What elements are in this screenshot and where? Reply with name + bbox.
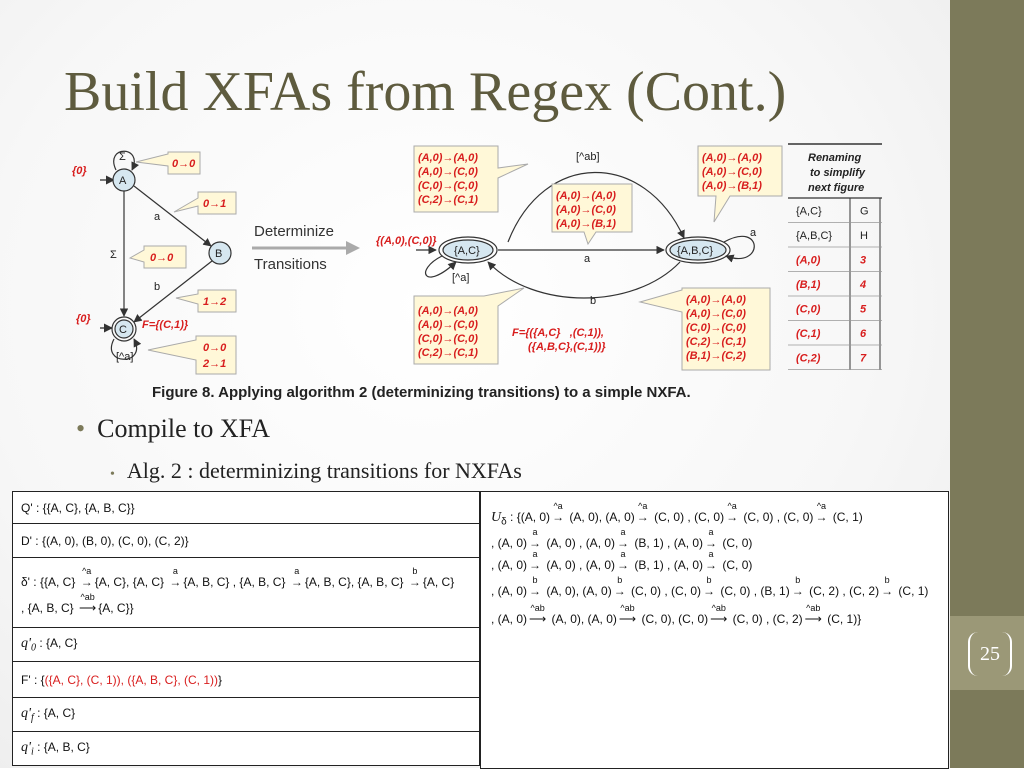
u-delta-line: , (A, 0) a → (A, 0) , (A, 0) a → (B, 1) , (A, 0) a → (C, 0) (491, 549, 753, 572)
determinize-arrow (252, 223, 360, 273)
bullet-dot-icon: • (110, 467, 115, 482)
slide-title: Build XFAs from Regex (Cont.) (64, 61, 787, 123)
svg-text:(C,2)→(C,1): (C,2)→(C,1) (418, 347, 478, 359)
svg-text:Determinize: Determinize (254, 223, 335, 240)
svg-text:1→2: 1→2 (203, 296, 227, 308)
def-f: F' : {({A, C}, (C, 1)), ({A, B, C}, (C, 1))} (13, 662, 480, 698)
rename-header-1: Renaming (808, 152, 862, 164)
left-nxfa (72, 151, 236, 374)
bullet-level2-text: Alg. 2 : determinizing transitions for NXFAs (126, 458, 522, 483)
state-a-label: A (119, 175, 127, 187)
annotation-box (176, 290, 236, 312)
svg-text:2→1: 2→1 (203, 358, 227, 370)
page-number: 25 (968, 632, 1012, 676)
edge-a: a (154, 211, 161, 223)
accept-left: F={(C,1)} (142, 319, 189, 331)
accept-right-1: F={({A,C} ,(C,1)), (512, 327, 604, 339)
rename-table (788, 144, 882, 370)
rename-to: 7 (860, 352, 867, 365)
loop-right-label: a (750, 227, 757, 239)
init-label-right: {(A,0),(C,0)} (376, 235, 437, 247)
svg-text:(C,2)→(C,1): (C,2)→(C,1) (418, 194, 478, 206)
annotation-box (414, 288, 524, 364)
svg-text:(C,0)→(C,0): (C,0)→(C,0) (686, 322, 746, 334)
annotation-box (136, 152, 200, 174)
state-ac-label: {A,C} (454, 245, 480, 257)
rename-from: (C,1) (796, 328, 821, 340)
rename-to: 6 (860, 328, 867, 340)
edge-b: b (154, 281, 161, 293)
svg-text:(A,0)→(C,0): (A,0)→(C,0) (418, 319, 478, 331)
svg-text:(C,0)→(C,0): (C,0)→(C,0) (418, 333, 478, 345)
svg-text:(A,0)→(A,0): (A,0)→(A,0) (556, 190, 616, 202)
def-q: Q' : {{A, C}, {A, B, C}} (13, 492, 480, 524)
state-c-label: C (119, 324, 127, 336)
svg-text:(B,1)→(C,2): (B,1)→(C,2) (686, 350, 746, 362)
init-label-c: {0} (76, 313, 91, 325)
svg-text:(A,0)→(B,1): (A,0)→(B,1) (556, 218, 616, 230)
svg-text:(A,0)→(C,0): (A,0)→(C,0) (702, 166, 762, 178)
edge-mid-label: a (584, 253, 591, 265)
svg-text:Transitions: Transitions (254, 256, 327, 273)
u-delta-line: , (A, 0) ^ab ⟶ (A, 0), (A, 0) ^ab ⟶ (C, 0), (C, 0) ^ab ⟶ (C, 0) , (C, 2) ^ab ⟶ (C, 1)} (491, 603, 862, 626)
svg-text:(A,0)→(C,0): (A,0)→(C,0) (686, 308, 746, 320)
svg-text:(C,2)→(C,1): (C,2)→(C,1) (686, 336, 746, 348)
annotation-box (130, 246, 186, 268)
right-xfa (376, 146, 782, 370)
svg-text:(C,0)→(C,0): (C,0)→(C,0) (418, 180, 478, 192)
svg-text:(A,0)→(A,0): (A,0)→(A,0) (418, 152, 478, 164)
loop-left-label: [^a] (452, 272, 470, 284)
u-delta-line: $U_\delta$ : {(A, 0) ^a → (A, 0), (A, 0) ^a → (C, 0) , (C, 0) ^a → (C, 0) , (C, 0) ^a → (C, 1) (491, 501, 863, 528)
rename-to: 5 (860, 303, 867, 316)
rename-to: 3 (860, 254, 867, 267)
svg-text:0→0: 0→0 (203, 342, 227, 354)
bullet-level2 (110, 458, 522, 484)
svg-text:(A,0)→(C,0): (A,0)→(C,0) (418, 166, 478, 178)
svg-text:(A,0)→(C,0): (A,0)→(C,0) (556, 204, 616, 216)
accept-right-2: ({A,B,C},(C,1))} (528, 341, 606, 353)
edge-not-a: [^a] (116, 351, 134, 363)
bullet-dot-icon: • (76, 414, 86, 443)
bullet-level1 (76, 414, 270, 444)
svg-text:0→0: 0→0 (150, 252, 174, 264)
rename-header-2: to simplify (810, 167, 866, 179)
edge-sigma-top: Σ (119, 151, 126, 163)
def-qi: $q'_i$ : {A, B, C} (13, 732, 480, 766)
rename-header-3: next figure (808, 182, 865, 194)
rename-to: G (860, 205, 869, 218)
rename-from: {A,B,C} (796, 230, 833, 242)
rename-from: (A,0) (796, 254, 821, 267)
rename-from: (C,2) (796, 352, 821, 365)
def-q0: $q'_0$ : {A, C} (13, 628, 480, 662)
svg-text:(A,0)→(B,1): (A,0)→(B,1) (702, 180, 762, 192)
u-delta-line: , (A, 0) a → (A, 0) , (A, 0) a → (B, 1) , (A, 0) a → (C, 0) (491, 527, 753, 550)
svg-text:0→1: 0→1 (203, 198, 227, 210)
annotation-box (552, 184, 632, 244)
bullet-level1-text: Compile to XFA (97, 414, 270, 443)
figure-caption: Figure 8. Applying algorithm 2 (determinizing transitions) to a simple NXFA. (152, 384, 691, 401)
annotation-box (640, 288, 770, 370)
definitions-table (12, 491, 480, 766)
rename-from: {A,C} (796, 205, 822, 218)
determinize-figure (64, 140, 884, 410)
rename-to: H (860, 230, 868, 242)
rename-from: (C,0) (796, 303, 821, 316)
svg-text:(A,0)→(A,0): (A,0)→(A,0) (702, 152, 762, 164)
def-qf: $q'_f$ : {A, C} (13, 698, 480, 732)
u-delta-line: , (A, 0) b → (A, 0), (A, 0) b → (C, 0) , (C, 0) b → (C, 0) , (B, 1) b → (C, 2) , (C, 2) b → (C, 1) (491, 575, 929, 598)
rename-to: 4 (860, 279, 867, 291)
svg-text:(A,0)→(A,0): (A,0)→(A,0) (418, 305, 478, 317)
edge-top-label: [^ab] (576, 151, 600, 163)
rename-from: (B,1) (796, 279, 821, 291)
edge-bottom-label: b (590, 295, 597, 307)
edge-sigma-mid: Σ (110, 249, 117, 261)
annotation-box (698, 146, 782, 222)
annotation-box (148, 336, 236, 374)
state-abc-label: {A,B,C} (677, 245, 714, 257)
init-label-a: {0} (72, 165, 87, 177)
svg-text:(A,0)→(A,0): (A,0)→(A,0) (686, 294, 746, 306)
u-delta-box (480, 491, 949, 769)
svg-text:0→0: 0→0 (172, 158, 196, 170)
annotation-box (174, 192, 236, 214)
annotation-box (414, 146, 528, 212)
def-d: D' : {(A, 0), (B, 0), (C, 0), (C, 2)} (13, 524, 480, 558)
def-delta: δ' : {{A, C} ^a → {A, C}, {A, C} a → {A, B, C} , {A, B, C} a → {A, B, C}, {A, B, C} b → {A, C} , {A, B, C} ^ab ⟶ {A, C}} (13, 558, 480, 628)
state-b-label: B (215, 248, 223, 260)
